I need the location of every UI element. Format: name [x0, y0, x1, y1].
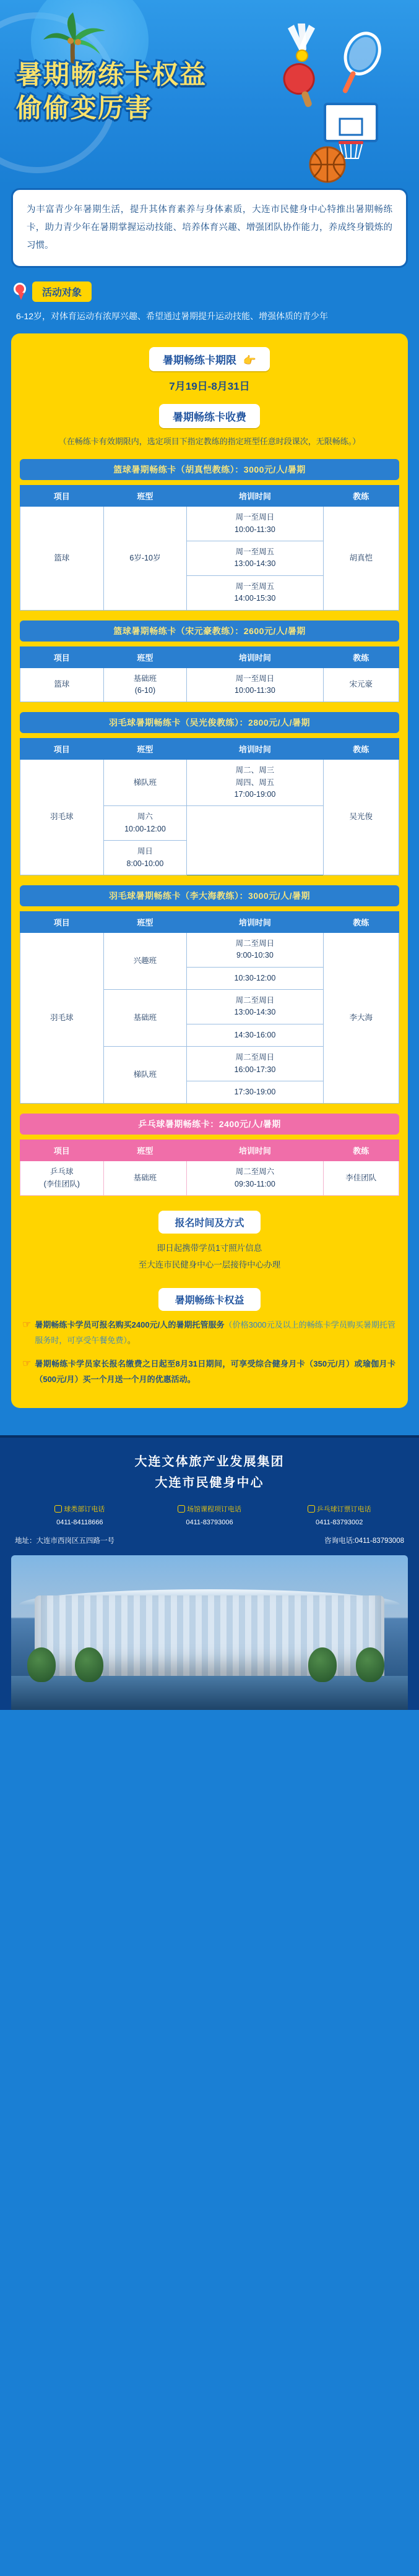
course-price-bar: 羽毛球暑期畅练卡（李大海教练）：3000元/人/暑期 — [20, 885, 399, 906]
cell-time: 17:30-19:00 — [187, 1081, 323, 1103]
benefits-list — [20, 1317, 399, 1387]
table-row — [20, 507, 399, 541]
cell-classtype: 兴趣班 — [103, 932, 187, 989]
course-price-bar: 篮球暑期畅练卡（宋元豪教练）：2600元/人/暑期 — [20, 620, 399, 642]
benefit-text: 暑期畅练卡学员家长报名缴费之日起至8月31日期间，可享受综合健身月卡（350元/月）或瑜伽月卡（500元/月）买一个月送一个月的优惠活动。 — [35, 1359, 395, 1385]
table-row — [20, 668, 399, 702]
course-schedule-table — [20, 485, 399, 610]
cell-time: 周二至周日 16:00-17:30 — [187, 1047, 323, 1081]
course-price-bar: 羽毛球暑期畅练卡（吴光俊教练）：2800元/人/暑期 — [20, 712, 399, 733]
cell-time: 周二至周日 13:00-14:30 — [187, 990, 323, 1024]
footer-contact-number[interactable]: 0411-84118666 — [56, 1519, 103, 1527]
table-header-row — [20, 486, 399, 507]
table-header-cell: 培训时间 — [187, 739, 323, 760]
benefit-note: （价格3000元及以上的畅练卡学员购买暑期托管服务时，可享受午餐免费） — [35, 1320, 395, 1346]
phone-icon — [308, 1505, 315, 1513]
course-schedule-table — [20, 646, 399, 703]
benefit-text: 暑期畅练卡学员可报名购买2400元/人的暑期托管服务（价格3000元及以上的畅练卡学员购买暑期托管服务时，可享受午餐免费）。 — [35, 1320, 395, 1346]
footer-contact — [274, 1503, 404, 1529]
table-row — [20, 932, 399, 967]
table-header-cell: 培训时间 — [187, 646, 323, 668]
cell-time: 周二至周日 9:00-10:30 — [187, 932, 323, 967]
footer-contact — [15, 1503, 145, 1529]
fee-ribbon — [159, 404, 260, 428]
hero-banner — [0, 0, 419, 186]
table-header-cell: 培训时间 — [187, 911, 323, 932]
cell-coach: 胡真恺 — [323, 507, 399, 610]
table-header-cell: 项目 — [20, 1140, 104, 1161]
apply-title: 报名时间及方式 — [158, 1211, 260, 1234]
course-price-bar: 乒乓球暑期畅练卡：2400元/人/暑期 — [20, 1114, 399, 1135]
table-header-cell: 班型 — [103, 646, 187, 668]
table-header-cell: 教练 — [323, 911, 399, 932]
cell-time: 周二、周三 周四、周五 17:00-19:00 — [187, 760, 323, 806]
basketball-hoop-icon — [289, 98, 382, 186]
footer-contact-number[interactable]: 0411-83793002 — [316, 1519, 363, 1527]
footer-org-line-2: 大连市民健身中心 — [155, 1476, 264, 1490]
cell-coach: 吴光俊 — [323, 760, 399, 875]
table-header-cell: 培训时间 — [187, 1140, 323, 1161]
intro-card: 为丰富青少年暑期生活，提升其体育素养与身体素质，大连市民健身中心特推出暑期畅练卡，助力青少年在暑期掌握运动技能、培养体育兴趣、增强团队协作能力，养成终身锻炼的习惯。 — [11, 188, 408, 268]
table-header-cell: 项目 — [20, 739, 104, 760]
pointing-hand-icon: ☞ — [22, 1320, 32, 1331]
benefit-item — [22, 1356, 395, 1388]
audience-label: 活动对象 — [32, 281, 92, 302]
cell-classtype: 梯队班 — [103, 760, 187, 806]
table-header-row — [20, 739, 399, 760]
cell-time: 10:30-12:00 — [187, 967, 323, 989]
details-panel — [11, 333, 408, 1409]
table-header-row — [20, 911, 399, 932]
title-line-2: 偷偷变厉害 — [16, 92, 153, 123]
cell-time: 周日 8:00-10:00 — [103, 841, 187, 875]
apply-line-1: 即日起携带学员1寸照片信息 — [157, 1243, 262, 1253]
period-ribbon — [149, 347, 270, 371]
cell-classtype: 基础班 (6-10) — [103, 668, 187, 702]
phone-icon — [178, 1505, 185, 1513]
cell-classtype: 梯队班 — [103, 1047, 187, 1104]
period-ribbon-label: 暑期畅练卡期限 — [163, 354, 237, 366]
footer-address: 地址：大连市西岗区五四路一号 — [15, 1537, 114, 1545]
cell-project: 羽毛球 — [20, 932, 104, 1103]
table-row — [20, 760, 399, 806]
benefit-item — [22, 1317, 395, 1349]
fee-ribbon-label: 暑期畅练卡收费 — [173, 411, 246, 423]
cell-time: 周一至周日 10:00-11:30 — [187, 507, 323, 541]
cell-time: 周一至周日 10:00-11:30 — [187, 668, 323, 702]
title-line-1: 暑期畅练卡权益 — [16, 59, 207, 90]
phone-icon — [54, 1505, 62, 1513]
cell-project: 篮球 — [20, 507, 104, 610]
table-row — [20, 1161, 399, 1196]
fee-note: （在畅练卡有效期限内，选定项目下指定教练的指定班型任意时段课次，无限畅练。） — [58, 436, 361, 446]
cell-classtype: 基础班 — [103, 1161, 187, 1196]
table-header-row — [20, 1140, 399, 1161]
cell-coach: 李佳团队 — [323, 1161, 399, 1196]
table-header-cell: 项目 — [20, 911, 104, 932]
course-schedule-table — [20, 1140, 399, 1196]
footer-consult: 咨询电话:0411-83793008 — [324, 1537, 404, 1545]
cell-time: 周六 10:00-12:00 — [103, 806, 187, 841]
course-price-bar: 篮球暑期畅练卡（胡真恺教练）：3000元/人/暑期 — [20, 459, 399, 480]
footer-org-line-1: 大连文体旅产业发展集团 — [134, 1455, 285, 1469]
cell-time: 周一至周五 13:00-14:30 — [187, 541, 323, 576]
table-header-cell: 教练 — [323, 646, 399, 668]
cell-time: 周一至周五 14:00-15:30 — [187, 575, 323, 610]
cell-classtype: 基础班 — [103, 990, 187, 1047]
poster-title — [16, 59, 207, 123]
course-schedule-table — [20, 911, 399, 1104]
cell-coach: 宋元豪 — [323, 668, 399, 702]
course-schedule-table — [20, 738, 399, 875]
table-header-cell: 项目 — [20, 486, 104, 507]
footer-contact — [145, 1503, 275, 1529]
footer — [0, 1435, 419, 1710]
audience-heading — [14, 281, 408, 302]
cell-coach: 李大海 — [323, 932, 399, 1103]
footer-contact-label: 球类部订电话 — [64, 1506, 105, 1514]
poster-body — [0, 188, 419, 1419]
badminton-racket-icon — [327, 30, 402, 104]
cell-project: 羽毛球 — [20, 760, 104, 875]
table-header-row — [20, 646, 399, 668]
venue-photo — [11, 1555, 408, 1710]
apply-line-2: 至大连市民健身中心一层接待中心办理 — [138, 1260, 281, 1270]
course-sections — [20, 459, 399, 1196]
cell-time: 周二至周六 09:30-11:00 — [187, 1161, 323, 1196]
footer-contact-label: 场馆课程项订电话 — [187, 1506, 241, 1514]
footer-contact-label: 乒乓球订票订电话 — [316, 1506, 371, 1514]
cell-project: 乒乓球 (李佳团队) — [20, 1161, 104, 1196]
table-header-cell: 培训时间 — [187, 486, 323, 507]
footer-contact-number[interactable]: 0411-83793006 — [186, 1519, 233, 1527]
cell-project: 篮球 — [20, 668, 104, 702]
period-date: 7月19日-8月31日 — [169, 380, 250, 392]
audience-text: 6-12岁，对体育运动有浓厚兴趣、希望通过暑期提升运动技能、增强体质的青少年 — [16, 311, 329, 321]
cell-time: 14:30-16:00 — [187, 1024, 323, 1046]
cell-classtype: 6岁-10岁 — [103, 507, 187, 610]
footer-contacts — [15, 1503, 404, 1529]
pointing-hand-icon: 👉 — [243, 354, 256, 366]
pointing-hand-icon: ☞ — [22, 1358, 32, 1369]
table-header-cell: 班型 — [103, 911, 187, 932]
table-header-cell: 教练 — [323, 739, 399, 760]
table-header-cell: 项目 — [20, 646, 104, 668]
table-header-cell: 教练 — [323, 1140, 399, 1161]
table-header-cell: 教练 — [323, 486, 399, 507]
table-header-cell: 班型 — [103, 1140, 187, 1161]
table-header-cell: 班型 — [103, 486, 187, 507]
map-pin-icon — [14, 283, 27, 301]
table-header-cell: 班型 — [103, 739, 187, 760]
footer-address-row — [15, 1535, 404, 1545]
benefits-title: 暑期畅练卡权益 — [158, 1288, 260, 1311]
